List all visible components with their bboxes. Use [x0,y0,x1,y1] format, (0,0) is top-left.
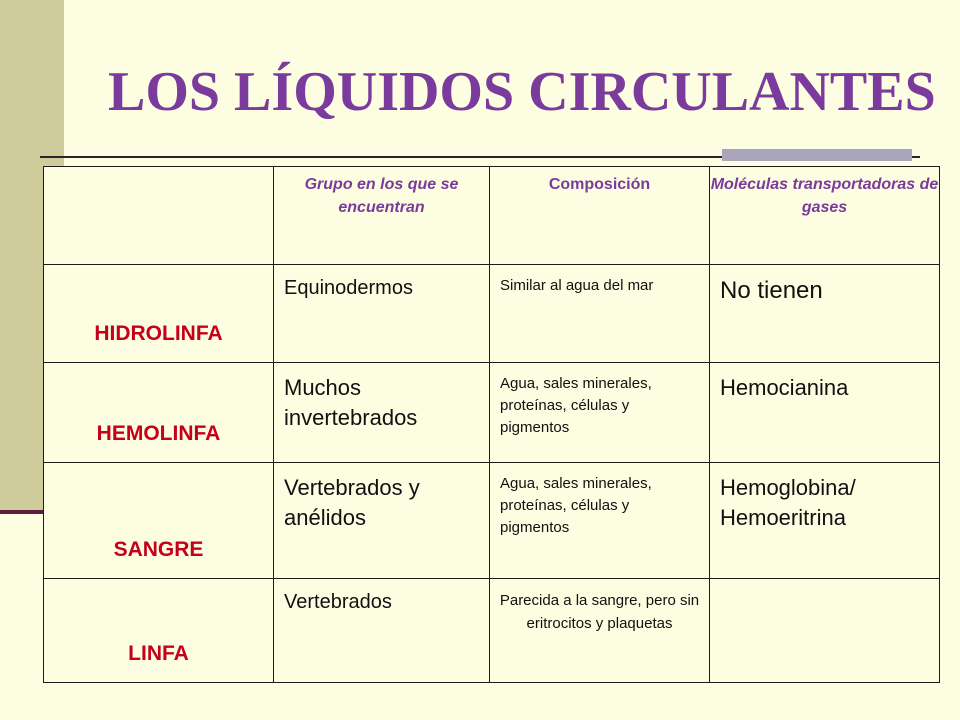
row-name: SANGRE [44,463,274,579]
row-group: Muchos invertebrados [274,363,490,463]
row-composition: Parecida a la sangre, pero sin eritrocitos y plaquetas [490,579,710,683]
table-row-hidrolinfa [44,265,940,363]
table-row-hemolinfa [44,363,940,463]
row-composition: Similar al agua del mar [490,265,710,363]
row-name: HIDROLINFA [44,265,274,363]
row-molecules: No tienen [710,265,940,363]
title-accent-bar [722,149,912,161]
table-row-sangre [44,463,940,579]
row-name: HEMOLINFA [44,363,274,463]
circulating-fluids-table [43,166,940,683]
row-molecules: Hemoglobina/ Hemoeritrina [710,463,940,579]
table-header-row [44,167,940,265]
row-molecules [710,579,940,683]
row-molecules: Hemocianina [710,363,940,463]
slide-title: LOS LÍQUIDOS CIRCULANTES [108,61,936,123]
row-group: Vertebrados y anélidos [274,463,490,579]
header-corner-cell [44,167,274,265]
table-row-linfa [44,579,940,683]
header-composition: Composición [490,167,710,265]
header-group: Grupo en los que se encuentran [274,167,490,265]
row-name: LINFA [44,579,274,683]
row-group: Equinodermos [274,265,490,363]
header-molecules: Moléculas transportadoras de gases [710,167,940,265]
row-composition: Agua, sales minerales, proteínas, células y pigmentos [490,363,710,463]
row-composition: Agua, sales minerales, proteínas, células y pigmentos [490,463,710,579]
row-group: Vertebrados [274,579,490,683]
